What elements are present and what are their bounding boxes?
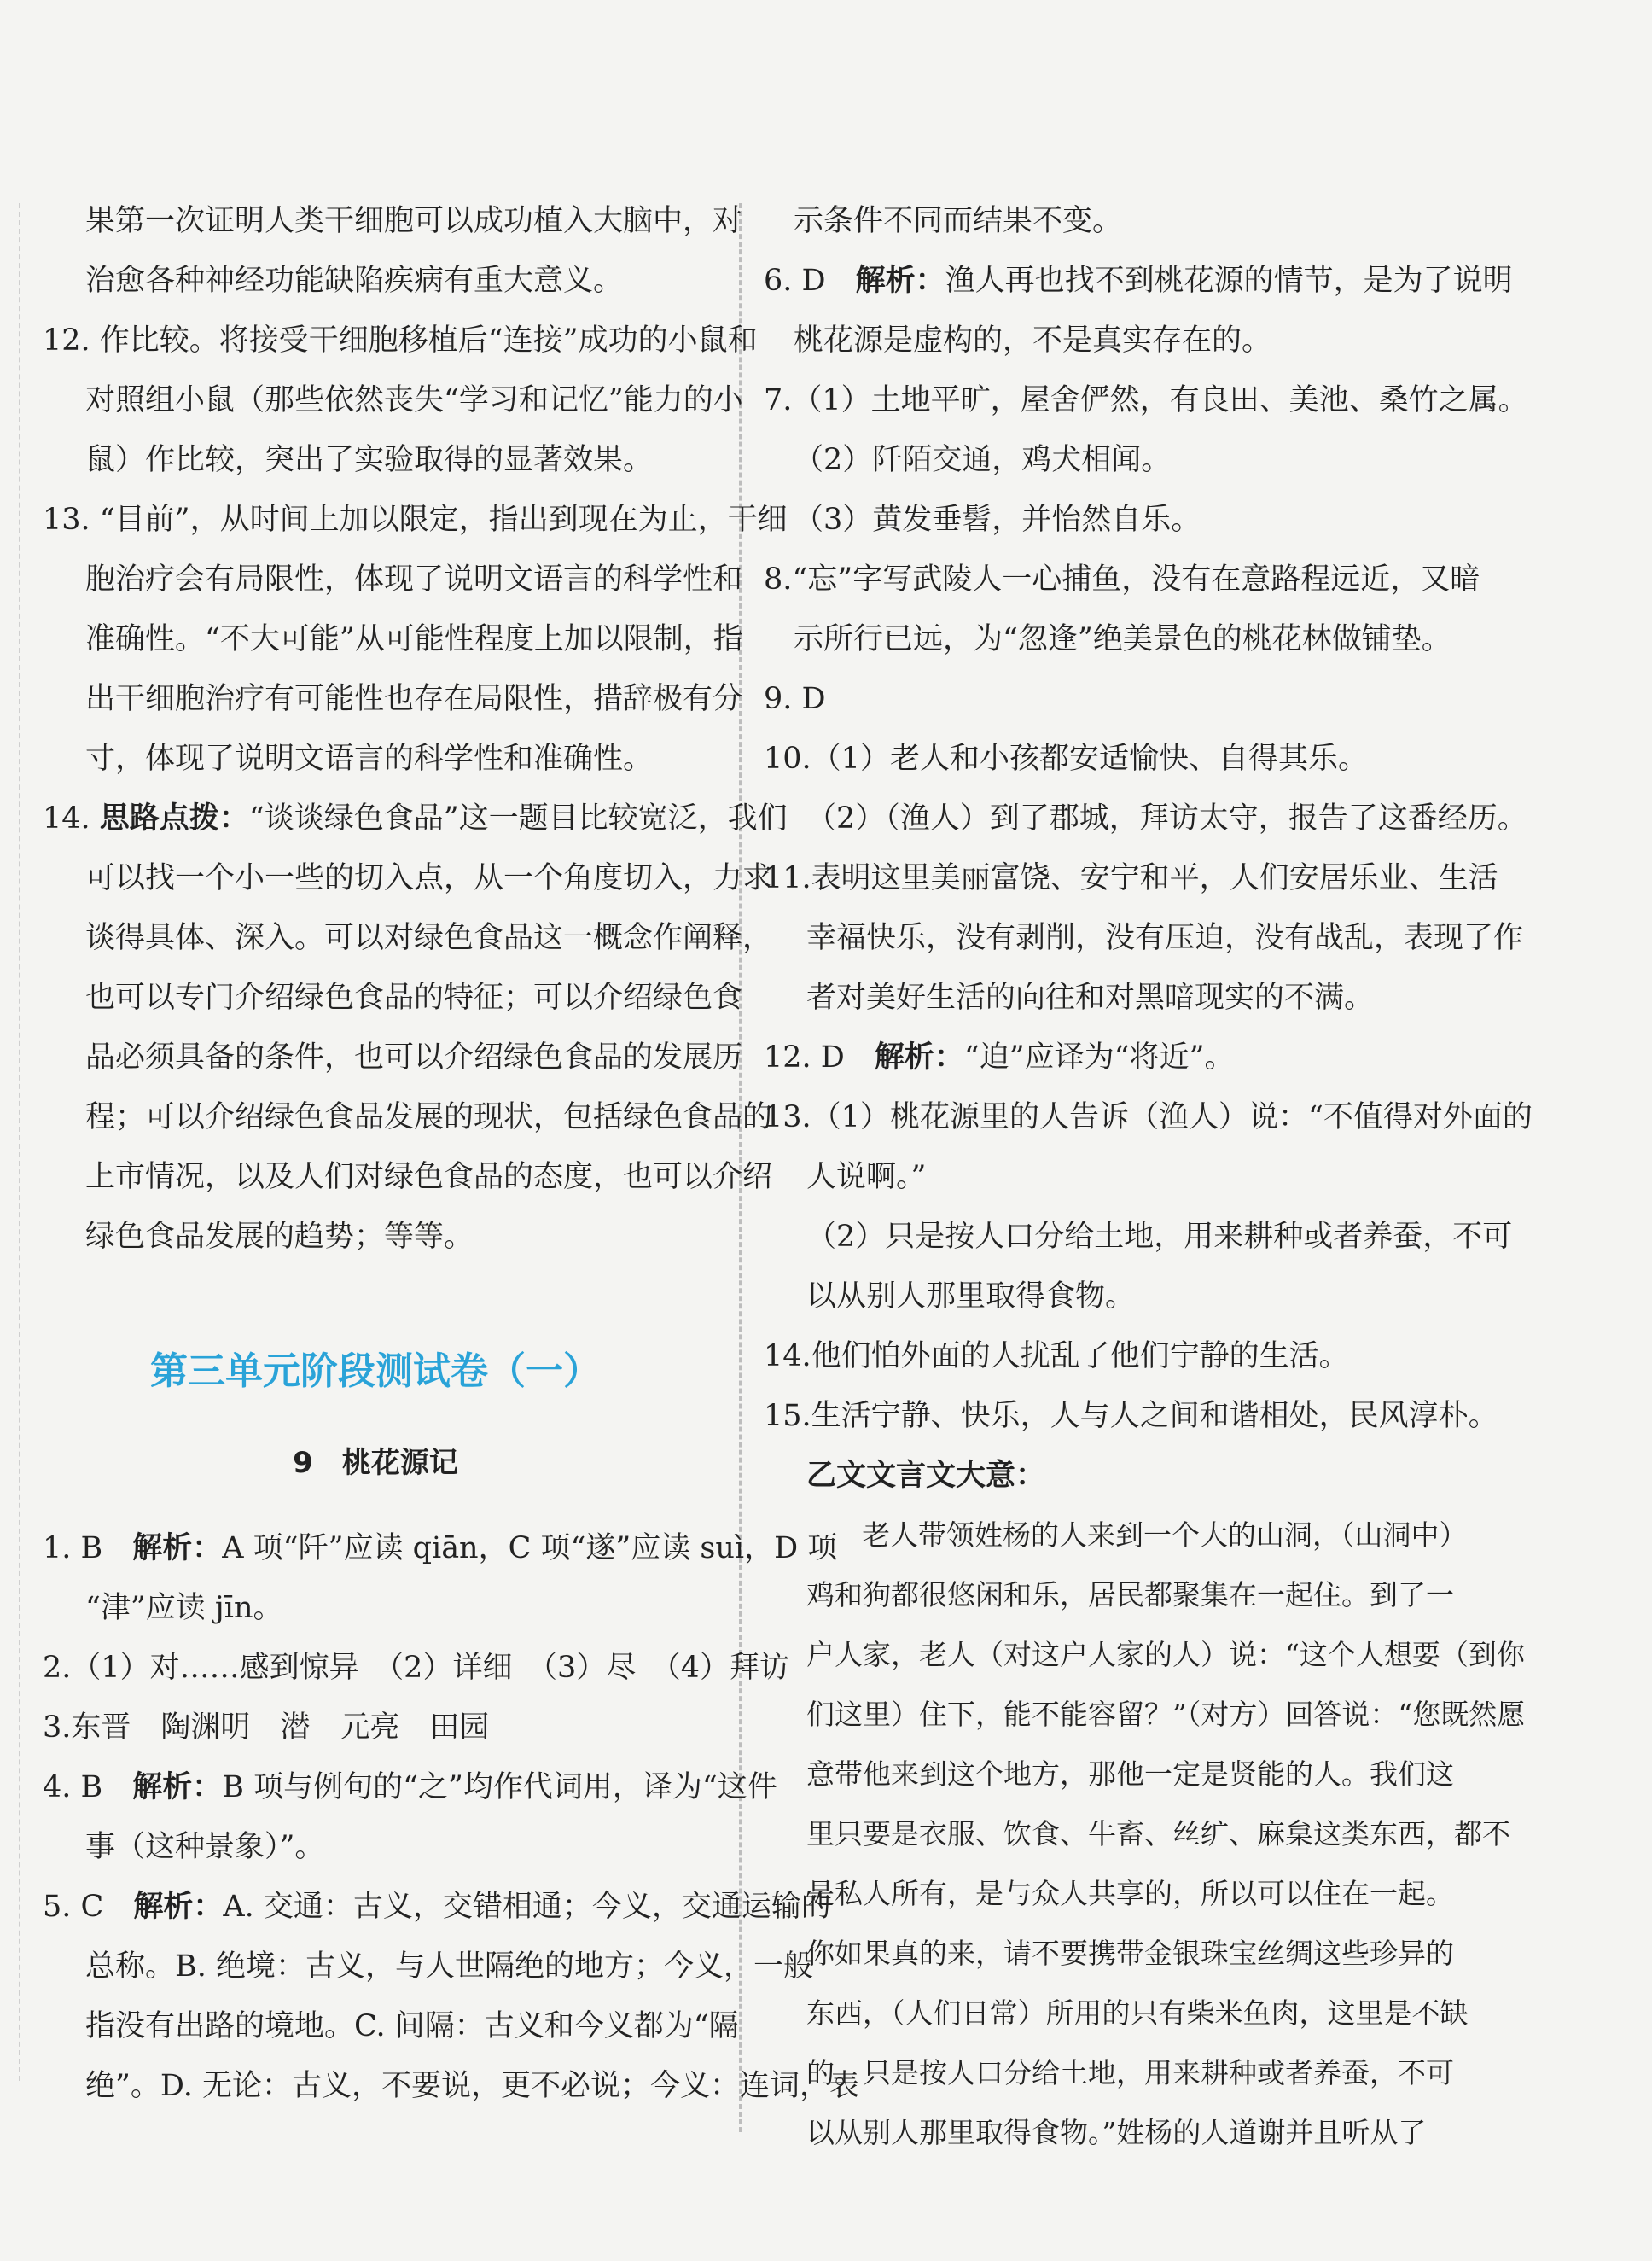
answer-num: 3. <box>43 1710 72 1745</box>
answer-line: （3）黄发垂髫，并怡然自乐。 <box>794 503 1201 537</box>
answer-num: 7. <box>764 383 793 417</box>
text-line: 准确性。“不大可能”从可能性程度上加以限制，指 <box>85 622 743 656</box>
translation-line: 户人家，老人（对这户人家的人）说：“这个人想要（到你 <box>806 1638 1525 1671</box>
answer-label: 解析： <box>855 264 945 298</box>
answer-text: （1）桃花源里的人告诉（渔人）说：“不值得对外面的 <box>811 1100 1533 1134</box>
translation-line: 的。只是按人口分给土地，用来耕种或者养蚕，不可 <box>806 2056 1454 2089</box>
translation-heading: 乙文文言文大意： <box>806 1459 1046 1493</box>
text-line: 品必须具备的条件，也可以介绍绿色食品的发展历 <box>85 1040 743 1075</box>
text-line: 可以找一个小一些的切入点，从一个角度切入，力求 <box>85 861 773 895</box>
answer-text: “迫”应译为“将近”。 <box>963 1040 1235 1075</box>
answer-line <box>764 1336 1349 1377</box>
answer-label: 解析： <box>874 1040 964 1075</box>
answer-num: 8. <box>764 562 793 597</box>
answer-line: 示条件不同而结果不变。 <box>794 204 1123 238</box>
answer-label: 解析： <box>133 1890 224 1924</box>
answer-line <box>43 1886 831 1927</box>
answer-num: 1. B <box>43 1531 103 1565</box>
answer-line: 事（这种景象）”。 <box>85 1830 325 1864</box>
answer-label: 解析： <box>132 1770 223 1804</box>
answer-line <box>764 738 1368 779</box>
answer-num: 13. <box>764 1100 811 1134</box>
answer-line: 指没有出路的境地。C. 间隔：古义和今义都为“隔 <box>85 2009 739 2043</box>
translation-line: 里只要是衣服、饮食、牛畜、丝纩、麻枲这类东西，都不 <box>806 1817 1510 1850</box>
answer-num: 6. D <box>764 264 826 298</box>
answer-text: （1）老人和小孩都安适愉快、自得其乐。 <box>811 742 1368 776</box>
answer-line <box>764 1037 1234 1078</box>
answer-num: 5. C <box>43 1890 104 1924</box>
answer-line: 幸福快乐，没有剥削，没有压迫，没有战乱，表现了作 <box>806 921 1524 955</box>
text-line: 果第一次证明人类干细胞可以成功植入大脑中，对 <box>85 204 743 238</box>
answer-line <box>43 1647 789 1688</box>
answer-text: 他们怕外面的人扰乱了他们宁静的生活。 <box>811 1339 1349 1373</box>
q14-text: 谈谈绿色食品”这一题目比较宽泛，我们 <box>264 801 788 836</box>
translation-line: 你如果真的来，请不要携带金银珠宝丝绸这些珍异的 <box>806 1937 1454 1970</box>
lesson-title: 9 桃花源记 <box>293 1446 458 1480</box>
text-line: 治愈各种神经功能缺陷疾病有重大意义。 <box>85 264 624 298</box>
answer-text: （1）对……感到惊异 （2）详细 （3）尽 （4）拜访 <box>71 1651 789 1685</box>
answer-text: 生活宁静、快乐，人与人之间和谐相处，民风淳朴。 <box>811 1399 1498 1433</box>
answer-num: 10. <box>764 742 811 776</box>
answer-line: （2）（渔人）到了郡城，拜访太守，报告了这番经历。 <box>806 801 1527 836</box>
answer-line: 示所行已远，为“忽逢”绝美景色的桃花林做铺垫。 <box>794 622 1451 656</box>
answer-line <box>764 1396 1498 1436</box>
answer-line <box>764 858 1498 899</box>
answer-text: 东晋 陶渊明 潜 元亮 田园 <box>71 1710 490 1745</box>
answer-line <box>43 1767 777 1808</box>
q14-line <box>43 798 788 839</box>
answer-text: A. 交通：古义，交错相通；今义，交通运输的 <box>223 1890 831 1924</box>
text-line: 也可以专门介绍绿色食品的特征；可以介绍绿色食 <box>85 981 743 1015</box>
answer-text: A 项“阡”应读 qiān，C 项“遂”应读 suì，D 项 <box>222 1531 838 1565</box>
text-line: 寸，体现了说明文语言的科学性和准确性。 <box>85 742 654 776</box>
answer-line: 总称。B. 绝境：古义，与人世隔绝的地方；今义，一般 <box>85 1949 813 1984</box>
text-line: 出干细胞治疗有可能性也存在局限性，措辞极有分 <box>85 682 743 716</box>
translation-line: 意带他来到这个地方，那他一定是贤能的人。我们这 <box>806 1757 1454 1791</box>
answer-line: 桃花源是虚构的，不是真实存在的。 <box>794 323 1272 358</box>
text-line: 胞治疗会有局限性，体现了说明文语言的科学性和 <box>85 562 743 597</box>
answer-line: 9. D <box>764 682 826 716</box>
answer-text: B 项与例句的“之”均作代词用，译为“这件 <box>222 1770 777 1804</box>
left-margin-rule <box>19 203 20 2081</box>
answer-line: 者对美好生活的向往和对黑暗现实的不满。 <box>806 981 1375 1015</box>
answer-num: 11. <box>764 861 811 895</box>
answer-line <box>764 559 1480 600</box>
answer-num: 14. <box>764 1339 811 1373</box>
answer-line <box>764 260 1513 301</box>
translation-line: 老人带领姓杨的人来到一个大的山洞，（山洞中） <box>862 1518 1468 1552</box>
answer-num: 2. <box>43 1651 72 1685</box>
text-line: 12. 作比较。将接受干细胞移植后“连接”成功的小鼠和 <box>43 323 758 358</box>
answer-line <box>764 1097 1533 1138</box>
q14-prefix: 14. <box>43 801 100 836</box>
answer-text: 渔人再也找不到桃花源的情节，是为了说明 <box>945 264 1513 298</box>
translation-line: 以从别人那里取得食物。”姓杨的人道谢并且听从了 <box>806 2116 1427 2149</box>
text-line: 谈得具体、深入。可以对绿色食品这一概念作阐释， <box>85 921 773 955</box>
answer-text: 表明这里美丽富饶、安宁和平，人们安居乐业、生活 <box>811 861 1498 895</box>
text-line: 上市情况，以及人们对绿色食品的态度，也可以介绍 <box>85 1160 773 1194</box>
text-line: 对照组小鼠（那些依然丧失“学习和记忆”能力的小 <box>85 383 743 417</box>
answer-text: “忘”字写武陵人一心捕鱼，没有在意路程远近，又暗 <box>792 562 1480 597</box>
translation-line: 是私人所有，是与众人共享的，所以可以住在一起。 <box>806 1877 1454 1910</box>
answer-line: 绝”。D. 无论：古义，不要说，更不必说；今义：连词，表 <box>85 2069 859 2103</box>
answer-line: （2）只是按人口分给土地，用来耕种或者养蚕，不可 <box>806 1220 1513 1254</box>
answer-line: 以从别人那里取得食物。 <box>806 1279 1136 1314</box>
answer-line <box>764 380 1528 421</box>
answer-text: （1）土地平旷，屋舍俨然，有良田、美池、桑竹之属。 <box>792 383 1528 417</box>
q14-open-quote: “ <box>248 801 265 836</box>
text-line: 13. “目前”，从时间上加以限定，指出到现在为止，干细 <box>43 503 788 537</box>
text-line: 程；可以介绍绿色食品发展的现状，包括绿色食品的 <box>85 1100 773 1134</box>
answer-line: “津”应读 jīn。 <box>85 1591 283 1625</box>
answer-num: 4. B <box>43 1770 103 1804</box>
answer-num: 15. <box>764 1399 811 1433</box>
answer-line: 人说啊。” <box>806 1160 927 1194</box>
q14-label: 思路点拨： <box>99 801 249 836</box>
translation-line: 鸡和狗都很悠闲和乐，居民都聚集在一起住。到了一 <box>806 1578 1454 1611</box>
translation-line: 们这里）住下，能不能容留？”（对方）回答说：“您既然愿 <box>806 1698 1526 1731</box>
text-line: 绿色食品发展的趋势；等等。 <box>85 1220 474 1254</box>
translation-line: 东西，（人们日常）所用的只有柴米鱼肉，这里是不缺 <box>806 1996 1469 2030</box>
section-title: 第三单元阶段测试卷（一） <box>150 1349 601 1393</box>
answer-line <box>43 1707 489 1748</box>
text-line: 鼠）作比较，突出了实验取得的显著效果。 <box>85 443 654 477</box>
answer-label: 解析： <box>132 1531 223 1565</box>
answer-line <box>43 1528 837 1569</box>
answer-line: （2）阡陌交通，鸡犬相闻。 <box>794 443 1172 477</box>
answer-num: 12. D <box>764 1040 845 1075</box>
